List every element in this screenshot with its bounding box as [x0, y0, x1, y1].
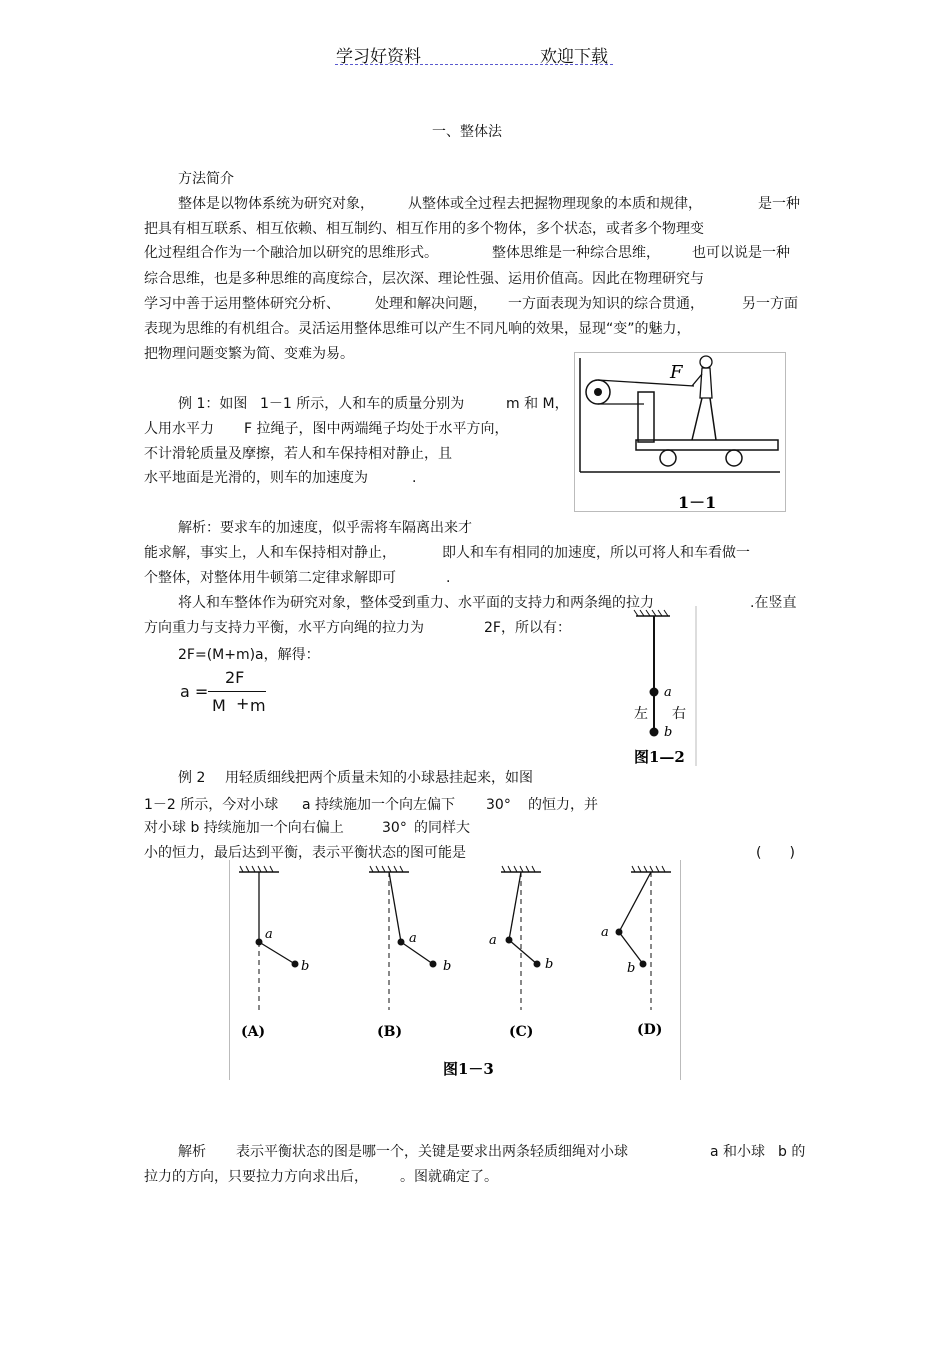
ana1-line-6: 2F=(M+m)a，解得： [178, 647, 320, 663]
ana1-line-3b: . [446, 570, 451, 586]
ex1-line-3: 不计滑轮质量及摩擦，若人和车保持相对静止，且 [144, 446, 452, 462]
figure-1-3-caption: 图1－3 [443, 1060, 494, 1078]
option-b-label-a: a [409, 931, 417, 946]
section-title: 一、整体法 [432, 124, 502, 140]
ex2-line-1b: 用轻质细线把两个质量未知的小球悬挂起来，如图 [225, 770, 533, 786]
ex2-line-2b: a 持续施加一个向左偏下 [302, 797, 456, 813]
figure-1-3 [229, 860, 681, 1080]
ex1-line-1c: m 和 M， [506, 396, 569, 412]
ana1-line-4b: .在竖直 [750, 595, 797, 611]
ana1-line-3a: 个整体，对整体用牛顿第二定律求解即可 [144, 570, 396, 586]
ex2-line-1a: 例 2 [178, 770, 206, 786]
figure-1-2-caption: 图1—2 [634, 748, 685, 766]
figure-1-1-force-label: F [670, 362, 683, 383]
option-d-diagram [601, 866, 671, 1038]
option-c-label-b: b [545, 957, 554, 972]
figure-1-2-label-a: a [664, 685, 672, 700]
ana1-line-5b: 2F，所以有： [484, 620, 571, 636]
intro-line-3b: 整体思维是一种综合思维， [492, 245, 660, 261]
ana2-line-1b: 表示平衡状态的图是哪一个，关键是要求出两条轻质细绳对小球 [236, 1144, 628, 1160]
intro-line-1b: 从整体或全过程去把握物理现象的本质和规律， [408, 196, 702, 212]
option-b-label-b: b [443, 959, 452, 974]
option-b-caption: (B) [377, 1024, 403, 1040]
ana2-line-2b: 。图就确定了。 [400, 1169, 498, 1185]
ana2-line-1c: a 和小球 [710, 1144, 766, 1160]
header-left: 学习好资料 [336, 47, 421, 67]
ana1-line-4a: 将人和车整体作为研究对象，整体受到重力、水平面的支持力和两条绳的拉力 [178, 595, 654, 611]
ex1-line-1a: 例 1：如图 [178, 396, 248, 412]
ex1-line-2a: 人用水平力 [144, 421, 214, 437]
option-a-label-b: b [301, 959, 310, 974]
intro-line-5a: 学习中善于运用整体研究分析、 [144, 296, 340, 312]
ex2-line-2d: 的恒力，并 [528, 797, 598, 813]
option-d-caption: (D) [637, 1022, 663, 1038]
ana1-line-2a: 能求解，事实上，人和车保持相对静止， [144, 545, 396, 561]
formula-lhs: a = [180, 682, 209, 701]
intro-line-5b: 处理和解决问题， [375, 296, 487, 312]
ex2-line-4a: 小的恒力，最后达到平衡，表示平衡状态的图可能是 [144, 845, 466, 861]
formula-denominator-m: M [212, 696, 226, 715]
intro-line-1a: 整体是以物体系统为研究对象， [178, 196, 374, 212]
formula-fraction-bar [208, 691, 266, 692]
intro-line-3a: 化过程组合作为一个融洽加以研究的思维形式。 [144, 245, 438, 261]
intro-line-1c: 是一种 [758, 196, 800, 212]
intro-line-3c: 也可以说是一种 [692, 245, 790, 261]
option-a-caption: (A) [241, 1024, 266, 1040]
formula-numerator: 2F [225, 668, 245, 687]
ex1-line-4a: 水平地面是光滑的，则车的加速度为 [144, 470, 368, 486]
ex2-line-2a: 1－2 所示，今对小球 [144, 797, 279, 813]
option-c-caption: (C) [509, 1024, 534, 1040]
ana2-line-2a: 拉力的方向，只要拉力方向求出后， [144, 1169, 368, 1185]
ex2-answer-bracket: ( ) [756, 845, 795, 861]
intro-line-6: 表现为思维的有机组合。灵活运用整体思维可以产生不同凡响的效果，显现“变”的魅力， [144, 321, 691, 337]
ex2-line-3a: 对小球 b 持续施加一个向右偏上 [144, 820, 344, 836]
formula-denominator-plus: + [236, 694, 250, 713]
figure-1-2-right-label: 右 [672, 706, 686, 722]
intro-line-2: 把具有相互联系、相互依赖、相互制约、相互作用的多个物体，多个状态，或者多个物理变 [144, 221, 704, 237]
option-c-label-a: a [489, 933, 497, 948]
option-b-diagram [369, 866, 451, 1040]
formula-denominator-n: m [250, 696, 266, 715]
option-a-diagram [239, 866, 309, 1040]
option-c-diagram [489, 866, 553, 1040]
header-right: 欢迎下载 [540, 47, 608, 67]
ana1-line-1: 解析：要求车的加速度，似乎需将车隔离出来才 [178, 520, 472, 536]
header-divider [335, 64, 613, 65]
figure-1-2-left-label: 左 [634, 706, 648, 722]
intro-line-7: 把物理问题变繁为简、变难为易。 [144, 346, 354, 362]
ex1-line-4b: . [412, 470, 417, 486]
ana2-line-1d: b 的 [778, 1144, 806, 1160]
intro-heading: 方法简介 [178, 171, 234, 187]
figure-1-2-label-b: b [664, 725, 673, 740]
intro-line-5d: 另一方面 [742, 296, 798, 312]
option-a-label-a: a [265, 927, 273, 942]
figure-1-1-caption: 1－1 [678, 493, 717, 512]
ex1-line-2b: F 拉绳子，图中两端绳子均处于水平方向， [244, 421, 509, 437]
ex2-line-2c: 30° [486, 797, 511, 813]
intro-line-4: 综合思维，也是多种思维的高度综合，层次深、理论性强、运用价值高。因此在物理研究与 [144, 271, 704, 287]
ex2-line-3c: 的同样大 [414, 820, 470, 836]
figure-1-2 [624, 606, 698, 768]
option-d-label-a: a [601, 925, 609, 940]
figure-1-1 [574, 352, 786, 512]
option-d-label-b: b [627, 961, 636, 976]
ana2-line-1a: 解析 [178, 1144, 206, 1160]
ex1-line-1b: 1－1 所示，人和车的质量分别为 [260, 396, 465, 412]
intro-line-5c: 一方面表现为知识的综合贯通， [508, 296, 704, 312]
ana1-line-2b: 即人和车有相同的加速度，所以可将人和车看做一 [442, 545, 750, 561]
ex2-line-3b: 30° [382, 820, 407, 836]
ana1-line-5a: 方向重力与支持力平衡，水平方向绳的拉力为 [144, 620, 424, 636]
